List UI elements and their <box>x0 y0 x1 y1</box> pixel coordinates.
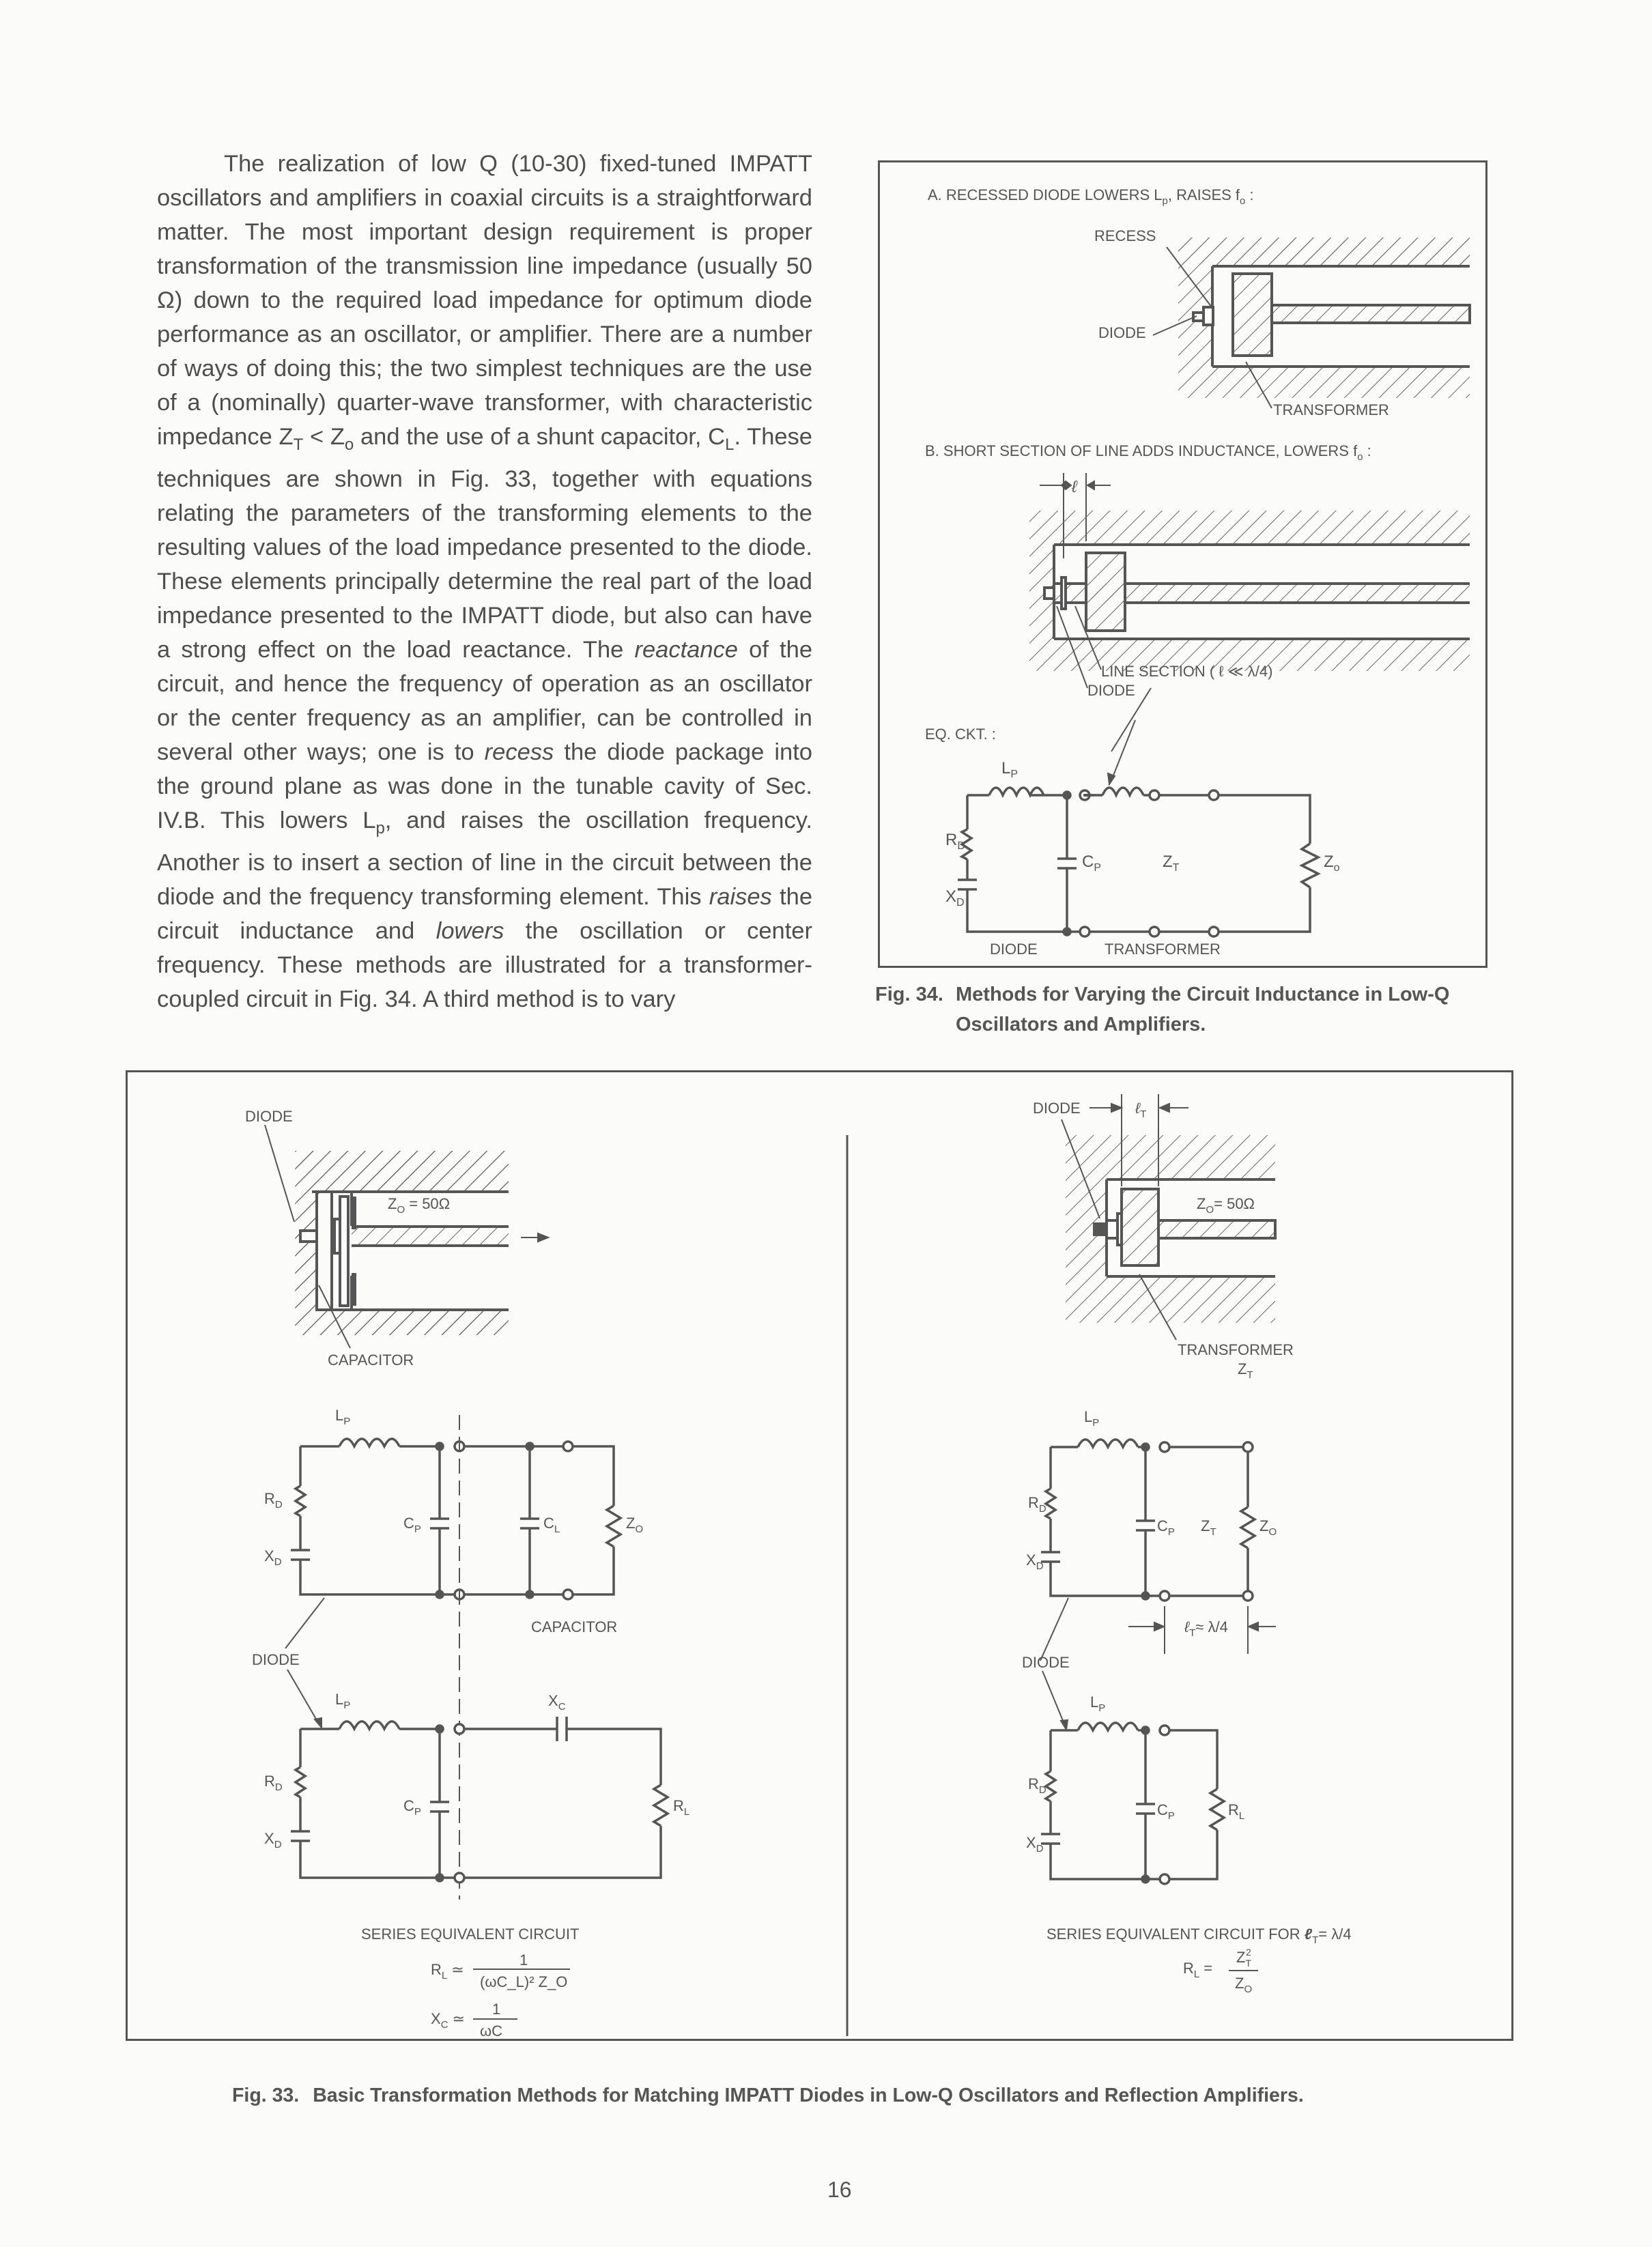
caption-text: Methods for Varying the Circuit Inductance in Low-Q Oscillators and Amplifiers. <box>956 984 1450 1035</box>
eq-ckt-label: EQ. CKT. : <box>925 726 996 743</box>
eq1-denominator: (ωC_L)² Z_O <box>480 1973 568 1990</box>
label-cp-33b2: $C_P$ <box>1157 1801 1175 1822</box>
label-line-section: LINE SECTION ( ℓ ≪ λ/4) <box>1101 663 1273 680</box>
label-xd-33a2: $X_D$ <box>264 1830 282 1850</box>
label-rd-33a1: $R_D$ <box>264 1490 283 1511</box>
label-lt-dim-33b1: ℓ$_T$≈ λ/4 <box>1184 1618 1228 1639</box>
eq-right-denominator: $Z_O$ <box>1235 1975 1253 1995</box>
page-number: 16 <box>827 2177 852 2202</box>
label-zo-33b: $Z_O= 50\Omega$ <box>1197 1195 1255 1216</box>
figure-33-drawing <box>128 1072 1515 2043</box>
label-zt: $Z_T$ <box>1163 853 1180 874</box>
label-diode-33b: DIODE <box>1033 1100 1081 1117</box>
body-text-column <box>157 147 812 1016</box>
figure-34-frame <box>878 160 1487 968</box>
eq1-lhs: $R_L$ ≃ <box>431 1961 464 1981</box>
eq-right-lhs: $R_L$ = <box>1183 1960 1213 1980</box>
label-diode-a: DIODE <box>1098 324 1146 341</box>
caption-number: Fig. 33. <box>232 2085 300 2106</box>
label-lt-33b: ℓ$_T$ <box>1135 1100 1147 1120</box>
caption-number: Fig. 34. <box>875 984 943 1005</box>
label-rd: $R_D$ <box>945 831 965 852</box>
label-lp-33a1: $L_P$ <box>335 1407 351 1427</box>
eq2-denominator: ωC <box>480 2022 503 2040</box>
label-transformer-a: TRANSFORMER <box>1273 401 1389 418</box>
series-title-right: SERIES EQUIVALENT CIRCUIT FOR ℓ$_T$= λ/4 <box>1046 1926 1352 1946</box>
label-lp-33b1: $L_P$ <box>1084 1408 1100 1429</box>
label-zt-33b: $Z_T$ <box>1238 1360 1253 1381</box>
label-l: ℓ <box>1072 478 1077 496</box>
label-diode-33a: DIODE <box>245 1108 293 1125</box>
label-zo-33b1: $Z_O$ <box>1259 1517 1277 1538</box>
eq1-numerator: 1 <box>519 1951 528 1969</box>
label-cp-33a1: $C_P$ <box>403 1515 421 1535</box>
label-lp-33a2: $L_P$ <box>335 1691 351 1711</box>
eq2-lhs: $X_C$ ≃ <box>431 2010 465 2031</box>
label-diode-33a1: DIODE <box>252 1651 300 1668</box>
label-zo: $Z_o$ <box>1324 853 1340 874</box>
label-lp: $L_P$ <box>1001 759 1019 780</box>
label-xd-33b2: $X_D$ <box>1026 1834 1044 1855</box>
label-xd-33b1: $X_D$ <box>1026 1551 1044 1572</box>
figure-33-frame <box>126 1070 1513 2041</box>
eq2-numerator: 1 <box>492 2001 501 2018</box>
fig34-section-b-title: B. SHORT SECTION OF LINE ADDS INDUCTANCE, LOWERS $f_o$ : <box>925 442 1371 463</box>
label-transformer-33b: TRANSFORMER <box>1178 1341 1294 1358</box>
label-recess: RECESS <box>1094 227 1156 244</box>
label-zo-33a: $Z_O = 50\Omega$ <box>388 1195 451 1216</box>
label-capacitor-33a: CAPACITOR <box>328 1351 414 1369</box>
figure-34-drawing <box>880 162 1490 970</box>
label-diode-b: DIODE <box>1087 682 1135 699</box>
label-cp-33b1: $C_P$ <box>1157 1517 1175 1538</box>
label-diode-33b1: DIODE <box>1022 1654 1070 1671</box>
label-rl-33b2: $R_L$ <box>1228 1801 1245 1822</box>
label-xd-33a1: $X_D$ <box>264 1547 282 1568</box>
caption-text: Basic Transformation Methods for Matching IMPATT Diodes in Low-Q Oscillators and Reflection Amplifiers. <box>313 2085 1304 2106</box>
label-lp-33b2: $L_P$ <box>1090 1693 1106 1714</box>
label-cl-33a1: $C_L$ <box>543 1515 560 1535</box>
label-xd: $X_D$ <box>945 887 965 908</box>
label-cp-33a2: $C_P$ <box>403 1797 421 1818</box>
body-paragraph: The realization of low Q (10-30) fixed-tuned IMPATT oscillators and amplifiers in coaxial circuits is a straightforward matter. The most important design requirement is proper transformation of the transmission line impedance (usually 50 Ω) down to the required load impedance for optimum diode performance as an oscillator, or amplifier. There are a number of ways of doing this; the two simplest techniques are the use of a (nominally) quarter-wave transformer, with characteristic impedance $Z_T < Z_o$ and the use of a shunt capacitor, $C_L$. These techniques are shown in Fig. 33, together with equations relating the parameters of the transforming elements to the resulting values of the load impedance presented to the diode. These elements principally determine the real part of the load impedance presented to the IMPATT diode, but also can have a strong effect on the load reactance. The reactance of the circuit, and hence the frequency of operation as an oscillator or the center frequency as an amplifier, can be controlled in several other ways; one is to recess the diode package into the ground plane as was done in the tunable cavity of Sec. IV.B. This lowers $L_p$, and raises the oscillation frequency. Another is to insert a section of line in the circuit between the diode and the frequency transforming element. This raises the circuit inductance and lowers the oscillation or center frequency. These methods are illustrated for a transformer-coupled circuit in Fig. 34. A third method is to vary <box>157 151 813 1012</box>
label-rd-33b1: $R_D$ <box>1028 1494 1046 1515</box>
fig34-section-a-title: A. RECESSED DIODE LOWERS $L_p$, RAISES $f_o$ : <box>928 186 1254 207</box>
label-cp: $C_P$ <box>1082 853 1102 874</box>
label-capacitor-33a1: CAPACITOR <box>531 1618 618 1635</box>
label-zo-33a1: $Z_O$ <box>626 1515 644 1535</box>
label-transformer-ckt: TRANSFORMER <box>1105 941 1221 958</box>
label-diode-ckt: DIODE <box>990 941 1038 958</box>
series-title-left: SERIES EQUIVALENT CIRCUIT <box>361 1926 580 1943</box>
figure-33-caption <box>232 2085 1461 2107</box>
figure-34-caption <box>875 979 1503 1040</box>
eq-right-numerator: $Z_T2$ <box>1236 1947 1252 1969</box>
label-rl-33a2: $R_L$ <box>673 1797 690 1818</box>
label-zt-33b1: $Z_T$ <box>1201 1517 1216 1538</box>
label-rd-33a2: $R_D$ <box>264 1773 283 1793</box>
label-rd-33b2: $R_D$ <box>1028 1775 1046 1796</box>
label-xc-33a2: $X_C$ <box>548 1692 566 1713</box>
